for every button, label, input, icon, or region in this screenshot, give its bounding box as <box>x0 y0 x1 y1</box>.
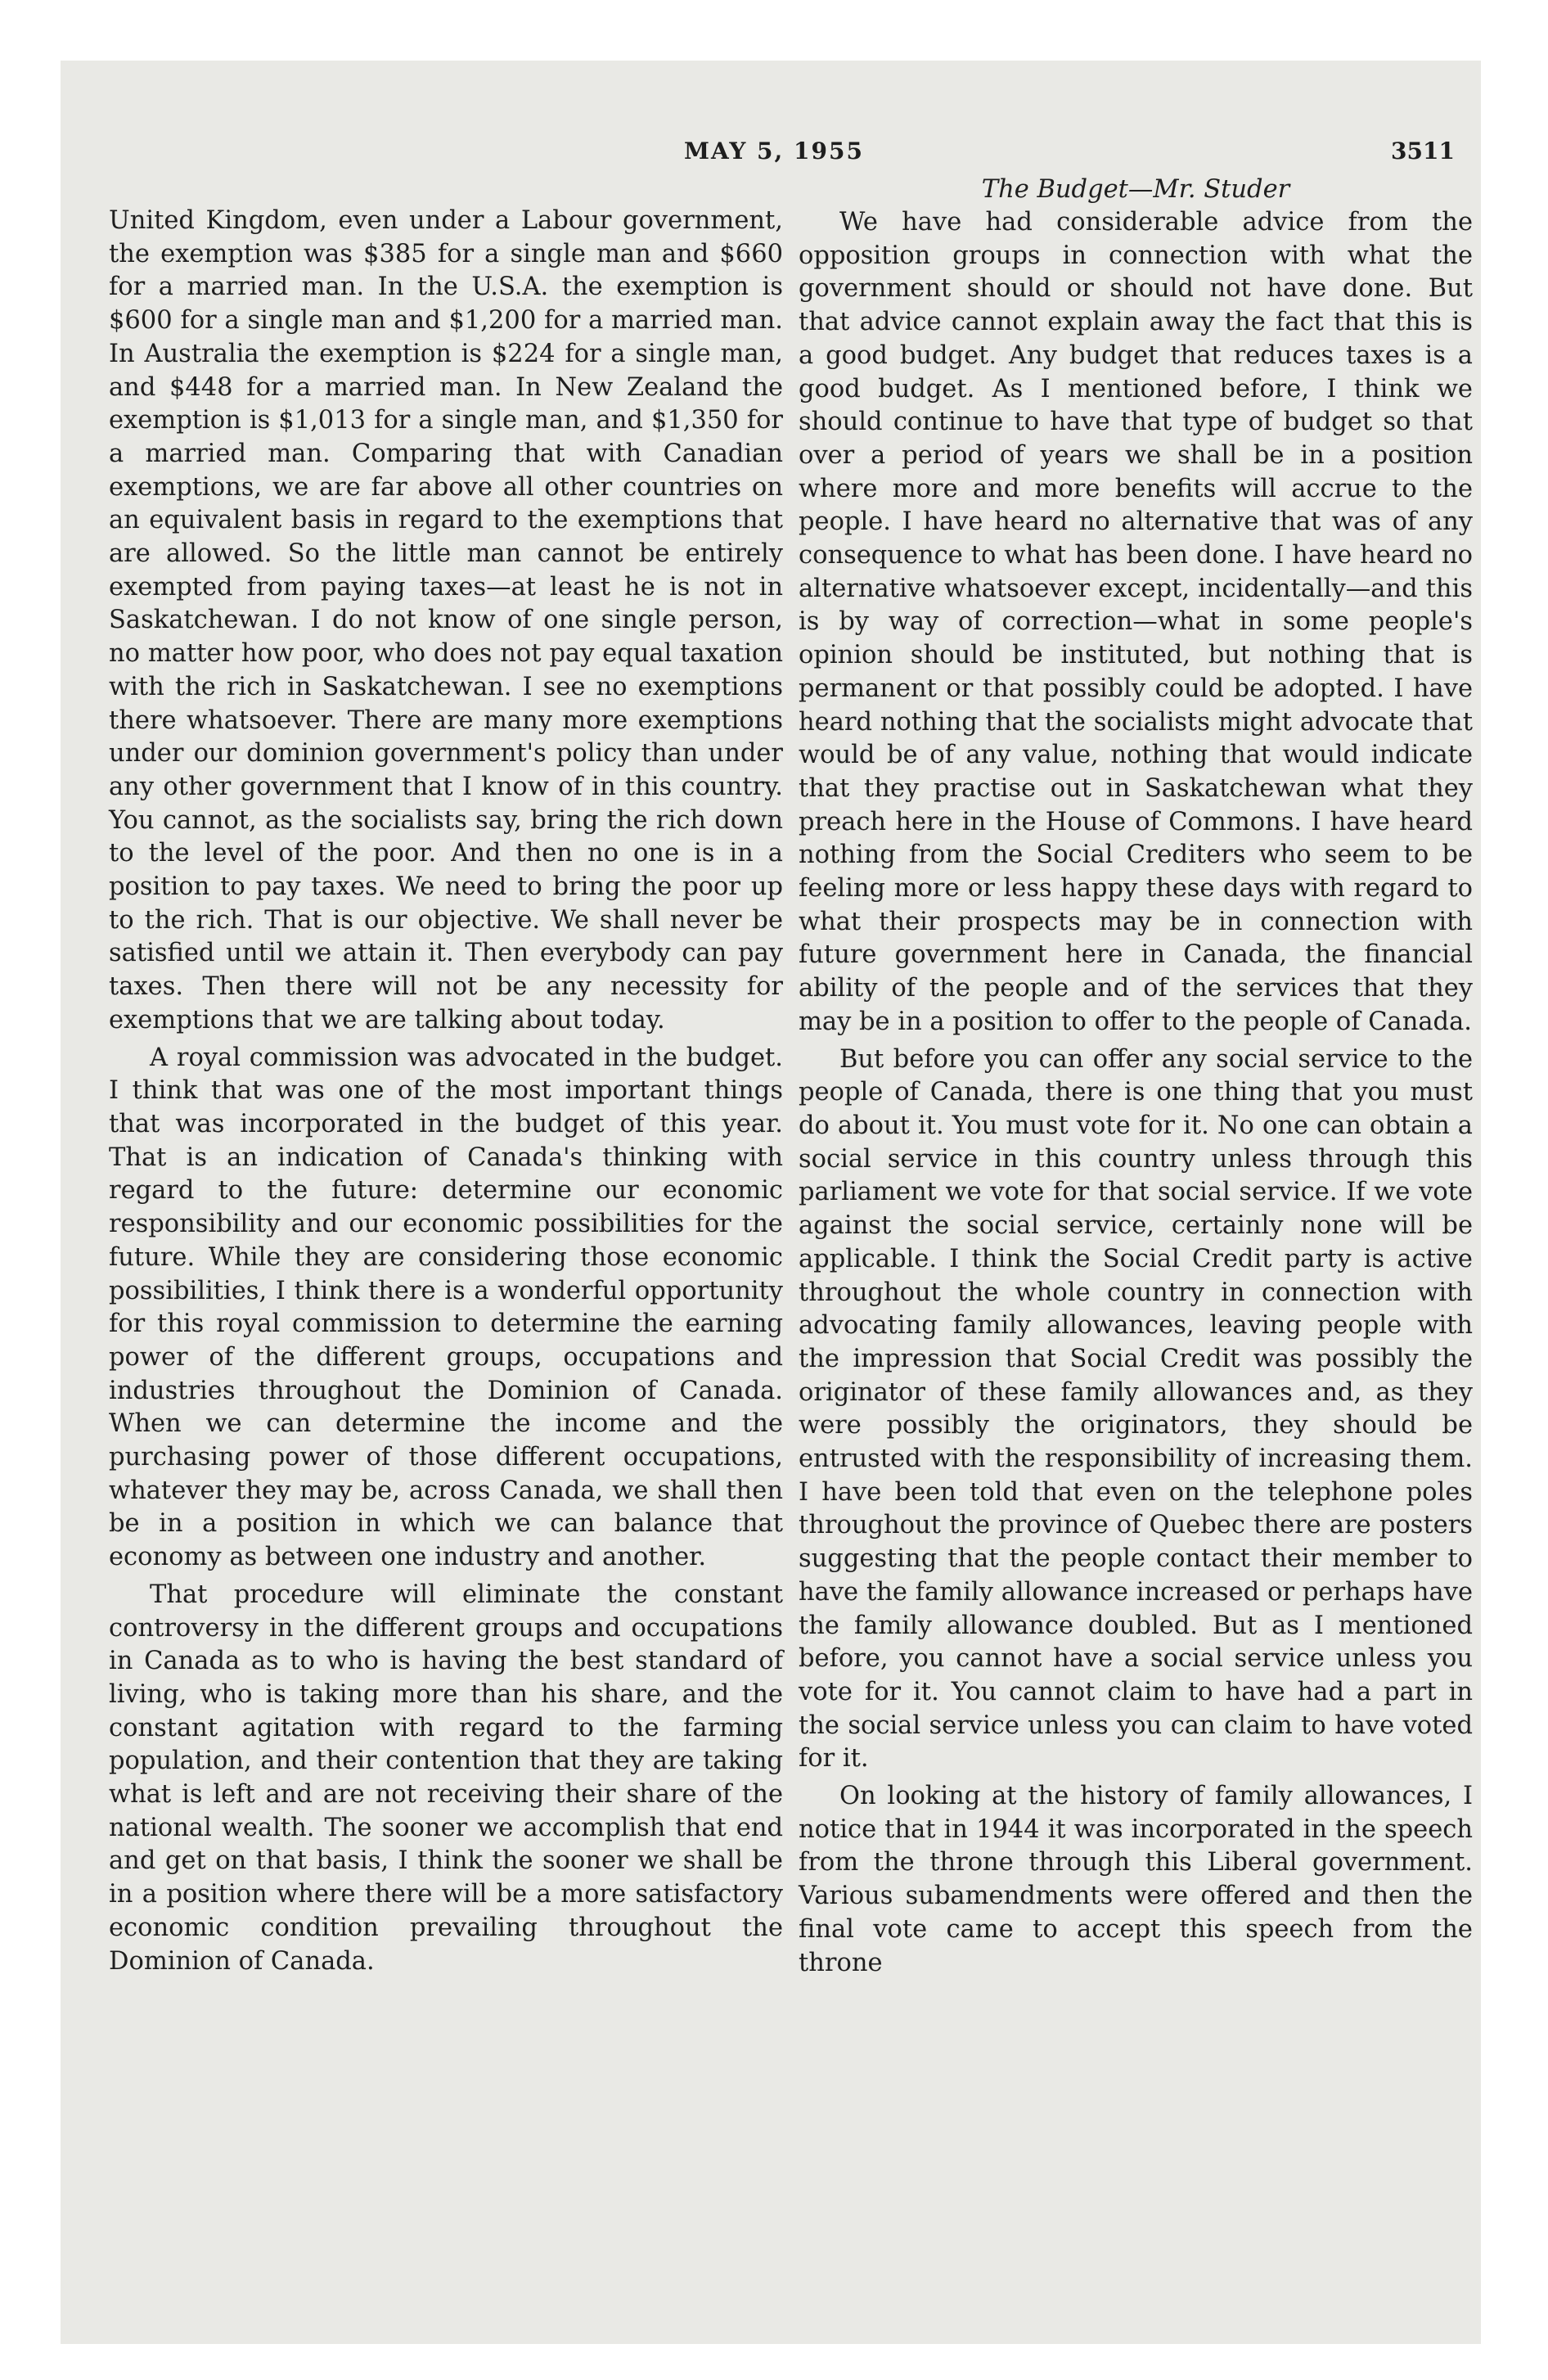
right-paragraph-2: But before you can offer any social service to the people of Canada, there is one thing that you must do about it. You must vote for it. No one can obtain a social service in this country unless through this parliament we vote for that social service. If we vote against the social service, certainly none will be applicable. I think the Social Credit party is active throughout the whole country in connection with advocating family allowances, leaving people with the impression that Social Credit was possibly the originator of these family allowances and, as they were possibly the originators, they should be entrusted with the responsibility of increasing them. I have been told that even on the telephone poles throughout the province of Quebec there are posters suggesting that the people contact their member to have the family allowance increased or perhaps have the family allowance doubled. But as I mentioned before, you cannot have a social service unless you vote for it. You cannot claim to have had a part in the social service unless you can claim to have voted for it. <box>799 1044 1473 1774</box>
left-paragraph-2: A royal commission was advocated in the budget. I think that was one of the most important things that was incorporated in the budget of this year. That is an indication of Canada's thinking with regard to the future: determine our economic responsibility and our economic possibilities for the future. While they are considering those economic possibilities, I think there is a wonderful opportunity for this royal commission to determine the earning power of the different groups, occupations and industries throughout the Dominion of Canada. When we can determine the income and the purchasing power of those different occupations, whatever they may be, across Canada, we shall then be in a position in which we can balance that economy as between one industry and another. <box>109 1043 783 1572</box>
running-head: The Budget—Mr. Studer <box>981 175 1290 204</box>
right-paragraph-1: We have had considerable advice from the opposition groups in connection with what the government should or should not have done. But that advice cannot explain away the fact that this is a good budget. Any budget that reduces taxes is a good budget. As I mentioned before, I think we should continue to have that type of budget so that over a period of years we shall be in a position where more and more benefits will accrue to the people. I have heard no alternative that was of any consequence to what has been done. I have heard no alternative whatsoever except, incidentally—and this is by way of correction—what in some people's opinion should be instituted, but nothing that is permanent or that possibly could be adopted. I have heard nothing that the socialists might advocate that would be of any value, nothing that would indicate that they practise out in Saskatchewan what they preach here in the House of Commons. I have heard nothing from the Social Crediters who seem to be feeling more or less happy these days with regard to what their prospects may be in connection with future government here in Canada, the financial ability of the people and of the services that they may be in a position to offer to the people of Canada. <box>799 208 1473 1036</box>
right-column <box>799 174 1473 1984</box>
header-date: MAY 5, 1955 <box>684 137 864 165</box>
left-column <box>109 205 783 1982</box>
left-paragraph-1: United Kingdom, even under a Labour government, the exemption was $385 for a single man and $660 for a married man. In the U.S.A. the exemption is $600 for a single man and $1,200 for a married man. In Australia the exemption is $224 for a single man, and $448 for a married man. In New Zealand the exemption is $1,013 for a single man, and $1,350 for a married man. Comparing that with Canadian exemptions, we are far above all other countries on an equivalent basis in regard to the exemptions that are allowed. So the little man cannot be entirely exempted from paying taxes—at least he is not in Saskatchewan. I do not know of one single person, no matter how poor, who does not pay equal taxation with the rich in Saskatchewan. I see no exemptions there whatsoever. There are many more exemptions under our dominion government's policy than under any other government that I know of in this country. You cannot, as the socialists say, bring the rich down to the level of the poor. And then no one is in a position to pay taxes. We need to bring the poor up to the rich. That is our objective. We shall never be satisfied until we attain it. Then everybody can pay taxes. Then there will not be any necessity for exemptions that we are talking about today. <box>109 206 783 1034</box>
right-paragraph-3: On looking at the history of family allowances, I notice that in 1944 it was incorporated in the speech from the throne through this Liberal government. Various subamendments were offered and then the final vote came to accept this speech from the throne <box>799 1782 1473 1977</box>
page-number: 3511 <box>1391 137 1455 165</box>
left-paragraph-3: That procedure will eliminate the constant controversy in the different groups and occupations in Canada as to who is having the best standard of living, who is taking more than his share, and the constant agitation with regard to the farming population, and their contention that they are taking what is left and are not receiving their share of the national wealth. The sooner we accomplish that end and get on that basis, I think the sooner we shall be in a position where there will be a more satisfactory economic condition prevailing throughout the Dominion of Canada. <box>109 1580 783 1976</box>
